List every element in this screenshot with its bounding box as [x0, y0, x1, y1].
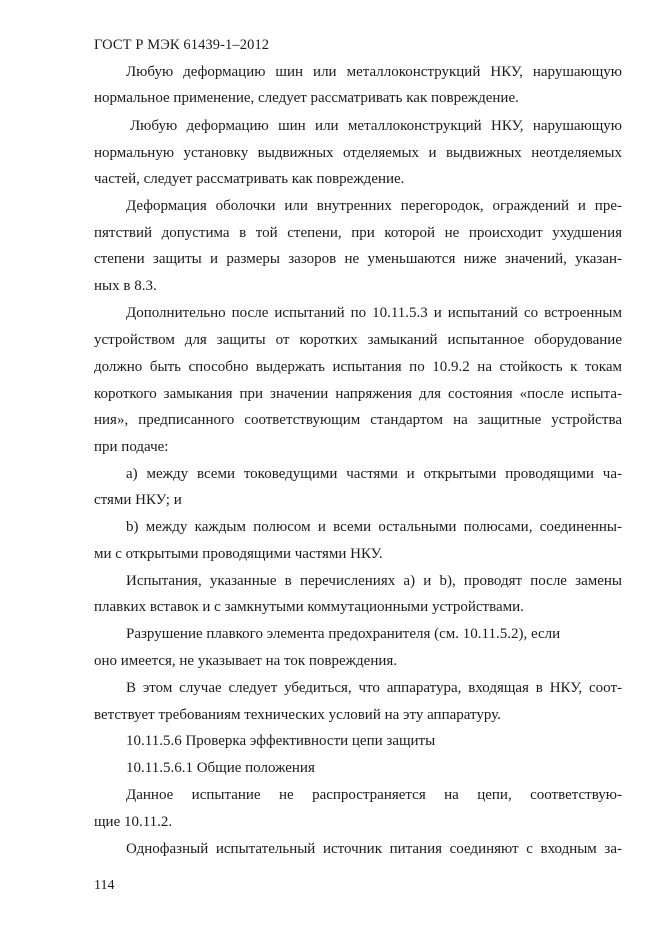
text-line: устройством для защиты от коротких замыканий испытанное оборудование	[94, 332, 622, 348]
text-line: Данное испытание не распространяется на цепи, соответствую-	[126, 787, 622, 803]
text-line: щие 10.11.2.	[94, 814, 173, 830]
text-line: плавких вставок и с замкнутыми коммутационными устройствами.	[94, 599, 524, 615]
text-line: при подаче:	[94, 439, 169, 455]
text-line: Любую деформацию шин или металлоконструкций НКУ, нарушающую	[130, 118, 622, 134]
section-heading: 10.11.5.6 Проверка эффективности цепи защиты	[126, 733, 436, 749]
document-header: ГОСТ Р МЭК 61439-1–2012	[94, 37, 270, 53]
text-line: Однофазный испытательный источник питания соединяют с входным за-	[126, 841, 622, 857]
text-line: ветствует требованиям технических условий на эту аппаратуру.	[94, 707, 501, 723]
text-line: короткого замыкания при значении напряжения для состояния «после испыта-	[94, 386, 622, 402]
text-line: В этом случае следует убедиться, что аппаратура, входящая в НКУ, соот-	[126, 680, 622, 696]
page-number: 114	[94, 878, 115, 893]
text-line: Любую деформацию шин или металлоконструкций НКУ, нарушающую	[126, 64, 622, 80]
text-line: a) между всеми токоведущими частями и открытыми проводящими ча-	[126, 466, 622, 482]
text-line: частей, следует рассматривать как повреждение.	[94, 171, 405, 187]
text-line: пятствий допустима в той степени, при которой не происходит ухудшения	[94, 225, 622, 241]
text-line: Разрушение плавкого элемента предохранителя (см. 10.11.5.2), если	[126, 626, 561, 642]
text-line: Деформация оболочки или внутренних перегородок, ограждений и пре-	[126, 198, 622, 214]
text-line: Испытания, указанные в перечислениях a) и b), проводят после замены	[126, 573, 622, 589]
subsection-heading: 10.11.5.6.1 Общие положения	[126, 760, 315, 776]
text-line: ния», предписанного соответствующим стандартом на защитные устройства	[94, 412, 622, 428]
text-line: стями НКУ; и	[94, 492, 182, 508]
text-line: ми с открытыми проводящими частями НКУ.	[94, 546, 383, 562]
text-line: Дополнительно после испытаний по 10.11.5.3 и испытаний со встроенным	[126, 305, 622, 321]
text-line: степени защиты и размеры зазоров не уменьшаются ниже значений, указан-	[94, 251, 622, 267]
text-line: должно быть способно выдержать испытания по 10.9.2 на стойкость к токам	[94, 359, 622, 375]
text-line: нормальное применение, следует рассматривать как повреждение.	[94, 90, 519, 106]
text-line: оно имеется, не указывает на ток повреждения.	[94, 653, 398, 669]
text-line: ных в 8.3.	[94, 278, 157, 294]
text-line: b) между каждым полюсом и всеми остальными полюсами, соединенны-	[126, 519, 622, 535]
text-line: нормальную установку выдвижных отделяемых и выдвижных неотделяемых	[94, 145, 622, 161]
